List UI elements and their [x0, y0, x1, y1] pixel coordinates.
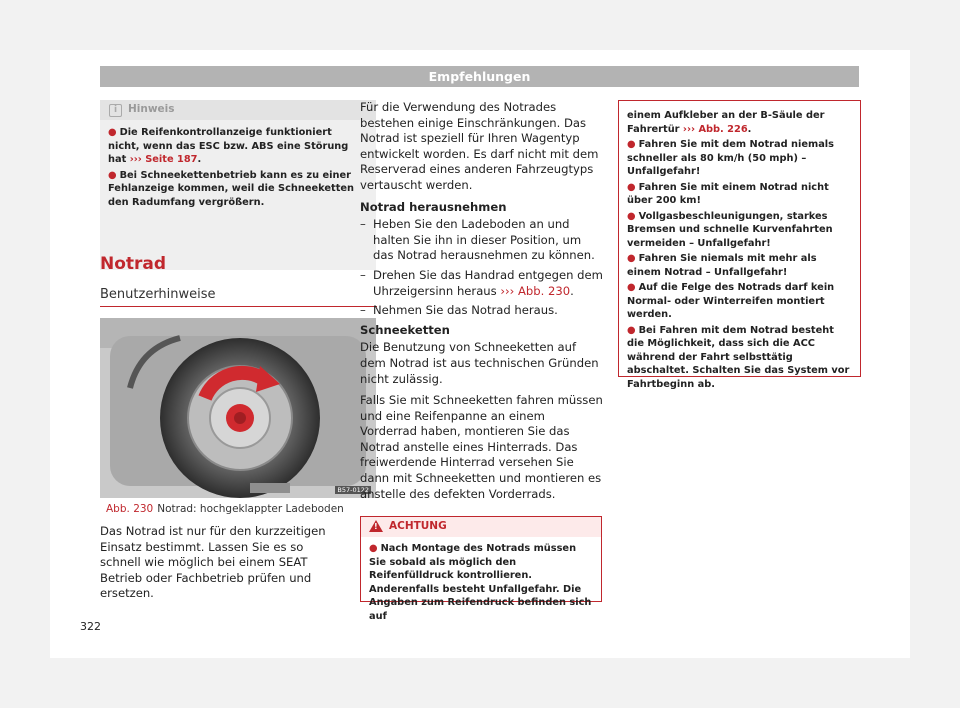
bullet-icon: ● [108, 127, 117, 138]
figure-label: Abb. 230 [106, 503, 154, 515]
info-icon: i [109, 104, 122, 117]
warning-bullet: ● Vollgasbeschleunigungen, starkes Bremsen und schnelle Kurvenfahrten vermeiden – Unfallgefahr! [627, 210, 833, 249]
bullet-icon: ● [627, 210, 636, 222]
achtung-box [360, 516, 602, 622]
continuation-line: einem Aufkleber an der B-Säule der Fahrertür ››› Abb. 226. [627, 110, 825, 135]
achtung-body: ● Nach Montage des Notrads müssen Sie sobald als möglich den Reifenfülldruck kontrollieren. Anderenfalls besteht Unfallgefahr. Die Angaben zum Reifendruck befinden sich auf [369, 543, 592, 622]
achtung-continuation-body [619, 101, 860, 391]
figure-reference-link[interactable]: ››› Abb. 226 [682, 123, 748, 135]
section-header-bar: Empfehlungen [100, 66, 859, 87]
figure-reference-link[interactable]: ››› Abb. 230 [500, 283, 571, 298]
bullet-icon: ● [627, 181, 636, 193]
intro-paragraph: Für die Verwendung des Notrades bestehen einige Einschränkungen. Das Notrad ist speziell für Ihren Wagentyp entwickelt worden. Es darf nicht mit dem Reserverad eines anderen Fahrzeugtyps vertauscht werden. [360, 100, 599, 192]
bullet-icon: ● [627, 282, 636, 293]
page-number: 322 [80, 620, 101, 633]
step-item: – Nehmen Sie das Notrad heraus. [360, 303, 603, 319]
hinweis-bullet: ● Bei Schneekettenbetrieb kann es zu einer Fehlanzeige kommen, weil die Schneeketten den Radumfang vergrößern. [108, 169, 355, 208]
chains-paragraph: Falls Sie mit Schneeketten fahren müssen und eine Reifenpanne an einem Vorderrad haben, montieren Sie das Notrad anstelle eines Hinterrads. Das freiwerdende Hinterrad versehen Sie dann mit Schneeketten und montieren es anstelle des defekten Vorderrads. [360, 393, 603, 501]
figure-abb-230 [100, 318, 376, 518]
section-divider [100, 306, 377, 307]
achtung-continuation-box [618, 100, 861, 390]
figure-code: B57-0122 [337, 486, 369, 494]
warning-bullet: ● Fahren Sie mit einem Notrad nicht über 200 km! [627, 181, 829, 206]
spare-wheel-illustration [100, 318, 376, 498]
left-paragraph: Das Notrad ist nur für den kurzzeitigen Einsatz bestimmt. Lassen Sie es so schnell wie möglich bei einem SEAT Betrieb oder Fachbetrieb prüfen und ersetzen. [100, 524, 326, 601]
spare-wheel-image [100, 318, 376, 498]
achtung-title: ACHTUNG [389, 520, 447, 532]
bullet-icon: ● [108, 169, 117, 181]
chains-paragraph: Die Benutzung von Schneeketten auf dem Notrad ist aus technischen Gründen nicht zulässig. [360, 340, 599, 386]
hinweis-bullet: ● Die Reifenkontrollanzeige funktioniert nicht, wenn das ESC bzw. ABS eine Störung hat ››› Seite 187. [108, 127, 349, 165]
warning-bullet: ● Bei Fahren mit dem Notrad besteht die Möglichkeit, dass sich die ACC während der Fahrt selbsttätig abschaltet. Schalten Sie das System vor Fahrtbeginn ab. [627, 324, 850, 390]
bullet-icon: ● [627, 324, 636, 336]
document-page [50, 50, 910, 658]
warning-icon [369, 520, 383, 532]
step-item: – Drehen Sie das Handrad entgegen dem Uhrzeigersinn heraus ››› Abb. 230. [360, 268, 603, 299]
step-item: – Heben Sie den Ladeboden an und halten Sie ihn in dieser Position, um das Notrad herausnehmen zu können. [360, 217, 603, 264]
bullet-icon: ● [627, 139, 636, 150]
hinweis-box [100, 100, 376, 270]
achtung-header [361, 517, 601, 537]
figure-caption: Abb. 230 Notrad: hochgeklappter Ladeboden [106, 503, 344, 515]
remove-heading: Notrad herausnehmen [360, 199, 507, 214]
section-subtitle: Benutzerhinweise [100, 287, 216, 302]
middle-column [360, 100, 603, 508]
hinweis-bullets [100, 120, 376, 209]
hinweis-title: Hinweis [128, 103, 175, 115]
chains-heading: Schneeketten [360, 322, 450, 337]
bullet-icon: ● [627, 253, 636, 264]
section-title: Notrad [100, 254, 167, 274]
warning-bullet: ● Auf die Felge des Notrads darf kein Normal- oder Winterreifen montiert werden. [627, 282, 835, 320]
hinweis-header [100, 100, 376, 120]
page-reference-link[interactable]: ››› Seite 187 [129, 154, 198, 165]
warning-bullet: ● Fahren Sie mit dem Notrad niemals schneller als 80 km/h (50 mph) – Unfallgefahr! [627, 139, 834, 177]
bullet-icon: ● [369, 543, 378, 554]
warning-bullet: ● Fahren Sie niemals mit mehr als einem Notrad – Unfallgefahr! [627, 253, 817, 278]
